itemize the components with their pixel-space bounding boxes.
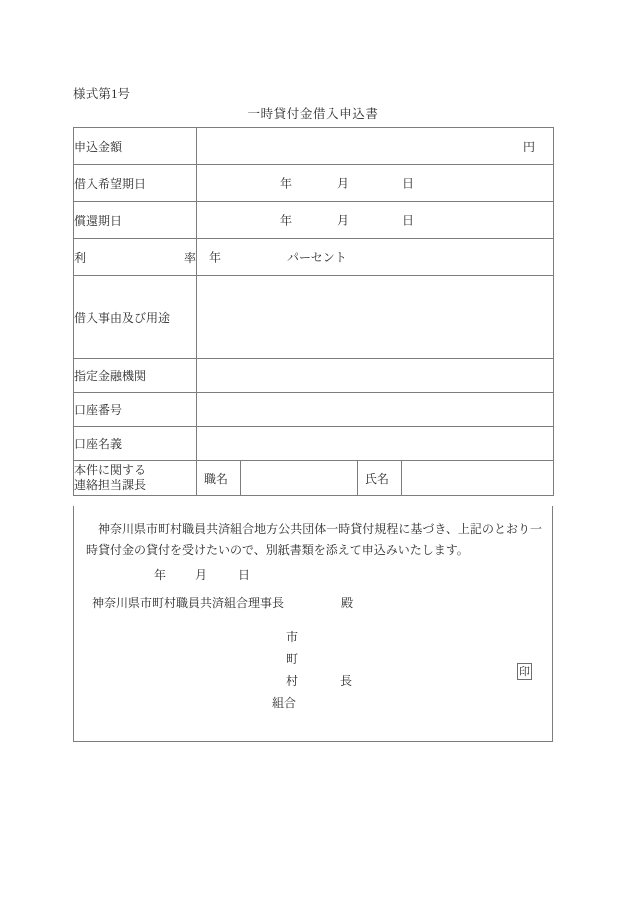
addressee-honorific: 殿 (341, 596, 354, 610)
addressee-line (92, 594, 353, 611)
field-contact-position[interactable] (241, 461, 358, 496)
signer-unit-village: 村 (286, 674, 299, 688)
field-reason[interactable] (197, 276, 554, 359)
label-amount (74, 128, 197, 165)
signer-unit-association: 組合 (272, 696, 297, 710)
field-financial-institution[interactable] (197, 359, 554, 393)
field-contact-name[interactable] (402, 461, 554, 496)
day-marker: 日 (402, 213, 415, 228)
signer-unit-city: 市 (286, 630, 299, 644)
field-repayment-date[interactable] (197, 202, 554, 239)
label-repayment-date (74, 202, 197, 239)
label-interest-rate (74, 239, 197, 276)
table-row-contact (74, 461, 554, 496)
statement-month-marker: 月 (195, 568, 208, 582)
rate-percent-marker: パーセント (287, 250, 347, 265)
year-marker: 年 (280, 213, 293, 228)
label-interest-rate-right: 率 (183, 250, 196, 265)
field-desired-date[interactable] (197, 165, 554, 202)
day-marker: 日 (402, 176, 415, 191)
label-financial-institution-text: 指定金融機関 (74, 369, 147, 383)
signer-unit-town: 町 (286, 652, 299, 666)
application-form-table (73, 127, 554, 496)
rate-run (197, 239, 553, 275)
statement-paragraph: 神奈川県市町村職員共済組合地方公共団体一時貸付規程に基づき、上記のとおり一時貸付金の貸付を受けたいので、別紙書類を添えて申込みいたします。 (86, 522, 542, 557)
statement-text (86, 519, 542, 561)
field-amount[interactable] (197, 128, 554, 165)
month-marker: 月 (337, 176, 350, 191)
form-number: 様式第1号 (73, 87, 131, 101)
label-account-number (74, 393, 197, 427)
label-account-name-text: 口座名義 (74, 437, 123, 451)
table-row-amount (74, 128, 554, 165)
label-contact (74, 461, 197, 496)
statement-year-marker: 年 (154, 568, 167, 582)
label-reason-text: 借入事由及び用途 (74, 310, 171, 325)
label-account-name (74, 427, 197, 461)
table-row-repayment-date (74, 202, 554, 239)
table-row-account-name (74, 427, 554, 461)
field-account-number[interactable] (197, 393, 554, 427)
date-run-repayment (197, 202, 553, 238)
label-amount-text: 申込金額 (74, 139, 123, 154)
label-financial-institution (74, 359, 197, 393)
label-account-number-text: 口座番号 (74, 403, 123, 417)
date-run-desired (197, 165, 553, 201)
label-contact-name (358, 461, 402, 496)
label-desired-date-text: 借入希望期日 (74, 176, 147, 191)
signer-unit-stack (264, 626, 320, 714)
label-contact-position-text: 職名 (204, 471, 229, 486)
label-contact-position (197, 461, 241, 496)
label-repayment-date-text: 償還期日 (74, 213, 123, 228)
label-interest-rate-left: 利 (74, 250, 87, 265)
field-account-name[interactable] (197, 427, 554, 461)
table-row-reason (74, 276, 554, 359)
statement-date[interactable] (154, 566, 250, 583)
table-row-interest-rate (74, 239, 554, 276)
document-title: 一時貸付金借入申込書 (247, 107, 379, 121)
year-marker: 年 (280, 176, 293, 191)
amount-unit: 円 (523, 139, 536, 154)
month-marker: 月 (337, 213, 350, 228)
signer-chief-label: 長 (340, 674, 353, 688)
seal-stamp-icon[interactable]: 印 (517, 663, 532, 680)
rate-year-marker: 年 (209, 250, 222, 265)
statement-box (73, 506, 553, 742)
statement-day-marker: 日 (238, 568, 251, 582)
addressee-name: 神奈川県市町村職員共済組合理事長 (92, 596, 285, 610)
label-contact-name-text: 氏名 (365, 471, 390, 486)
table-row-financial-institution (74, 359, 554, 393)
label-contact-line1: 本件に関する (74, 463, 147, 477)
label-desired-date (74, 165, 197, 202)
table-row-desired-date (74, 165, 554, 202)
label-reason (74, 276, 197, 359)
field-interest-rate[interactable] (197, 239, 554, 276)
label-contact-line2: 連絡担当課長 (74, 478, 147, 492)
table-row-account-number (74, 393, 554, 427)
